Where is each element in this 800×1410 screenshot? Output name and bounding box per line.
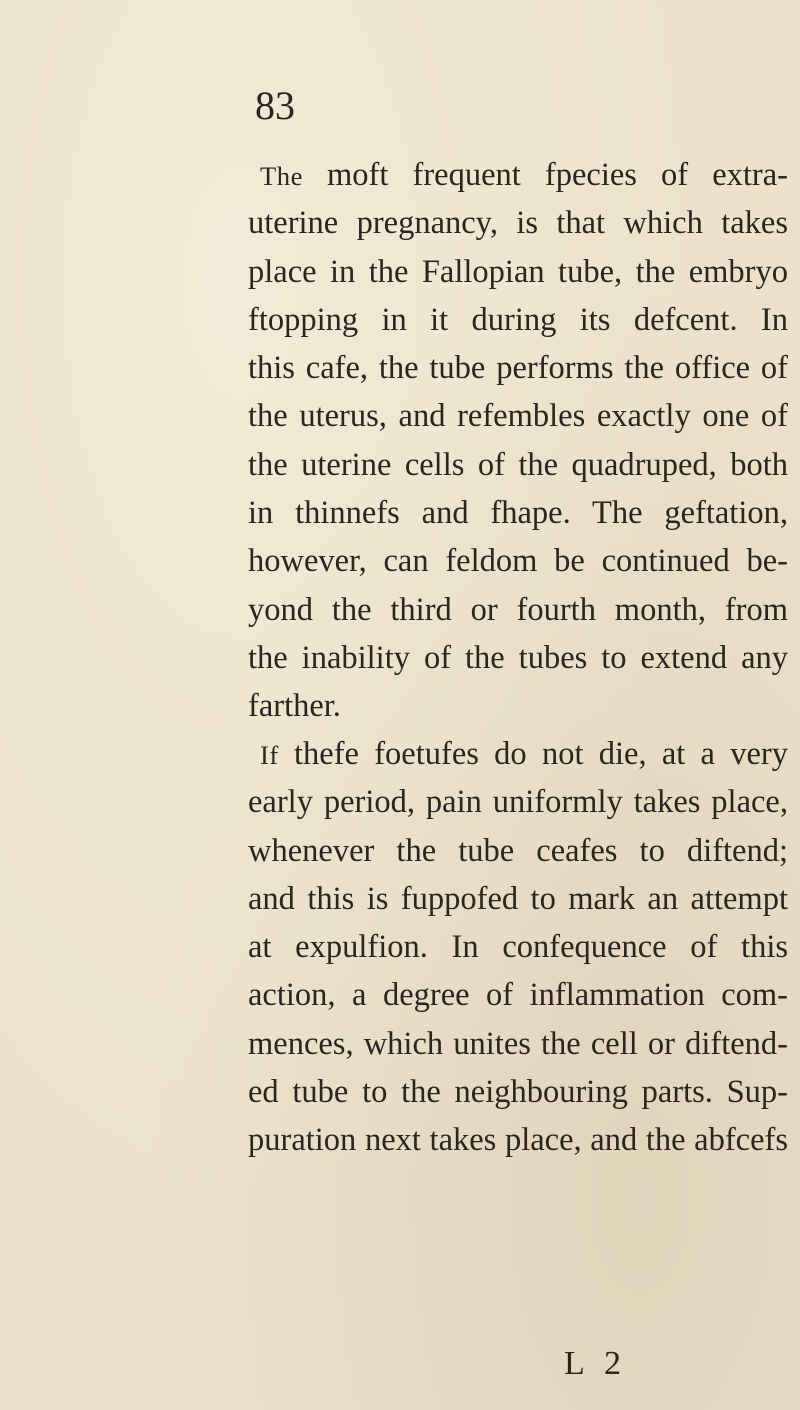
paragraph-lead-word: If: [260, 740, 279, 770]
text-line: in thinnefs and fhape. The geftation,: [248, 495, 788, 532]
text-line: puration next takes place, and the abfcefs: [248, 1122, 788, 1159]
text-line: If thefe foetufes do not die, at a very: [260, 736, 788, 772]
paragraph-1: [248, 151, 788, 731]
page-number: 83: [255, 83, 295, 128]
text-line: The moft frequent fpecies of extra-: [260, 157, 788, 193]
text-line: the uterus, and refembles exactly one of: [248, 398, 788, 435]
text-line: yond the third or fourth month, from: [248, 591, 788, 628]
text-line: mences, which unites the cell or diftend-: [248, 1025, 788, 1062]
text-line: farther.: [248, 688, 341, 725]
text-line: action, a degree of inflammation com-: [248, 977, 788, 1014]
paragraph-lead-word: The: [260, 161, 303, 191]
text-line: ed tube to the neighbouring parts. Sup-: [248, 1074, 788, 1111]
text-line: the uterine cells of the quadruped, both: [248, 446, 788, 483]
text-line: early period, pain uniformly takes place,: [248, 784, 788, 821]
text-line: at expulfion. In confequence of this: [248, 929, 788, 966]
text-line: however, can feldom be continued be-: [248, 543, 788, 580]
text-line: the inability of the tubes to extend any: [248, 639, 788, 676]
paragraph-2: [248, 730, 788, 1165]
text-line: place in the Fallopian tube, the embryo: [248, 253, 788, 290]
text-line: ftopping in it during its defcent. In: [248, 301, 788, 338]
text-line: whenever the tube ceafes to diftend;: [248, 832, 788, 869]
text-line: and this is fuppofed to mark an attempt: [248, 880, 788, 917]
text-line: this cafe, the tube performs the office of: [248, 350, 788, 387]
signature-mark: L 2: [564, 1345, 628, 1382]
text-line: uterine pregnancy, is that which takes: [248, 205, 788, 242]
